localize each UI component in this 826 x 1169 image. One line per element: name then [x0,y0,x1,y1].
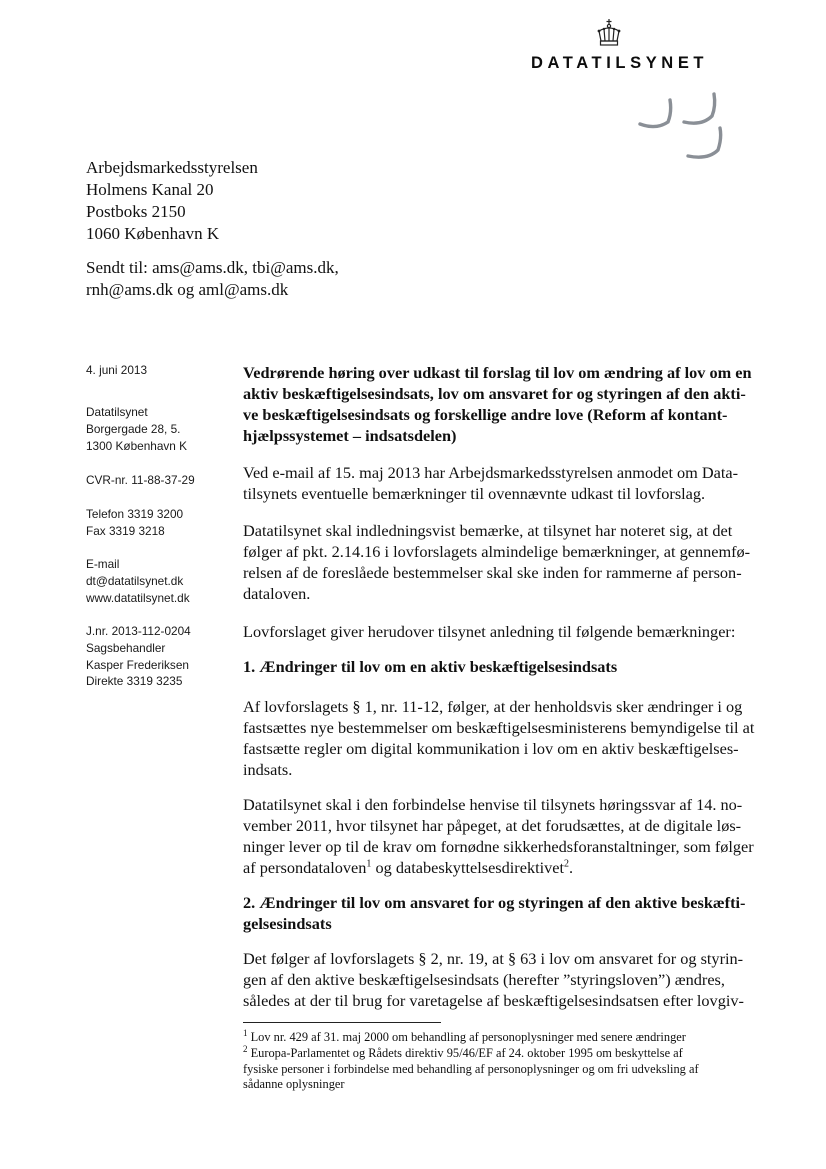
paragraph-2 [243,520,773,604]
text-line: ninger lever op til de krav om fornødne sikkerhedsforanstaltninger, som følger [243,837,754,856]
footnote-ref: 1 [366,858,372,870]
text-line: således at der til brug for varetagelse af beskæftigelsesindsatsen efter lovgiv- [243,991,744,1010]
sent-to-line: Sendt til: ams@ams.dk, tbi@ams.dk, [86,258,339,277]
crown-icon [596,18,622,48]
footnote-text: Europa-Parlamentet og Rådets direktiv 95/46/EF af 24. oktober 1995 om beskyttelse af [247,1046,683,1060]
text-line: fastsætte regler om digital kommunikation i lov om en aktiv beskæftigelses- [243,739,739,758]
brand-wordmark: DATATILSYNET [531,54,709,72]
sender-line: 1300 København K [86,438,188,453]
recipient-address [86,157,258,245]
text-run: og databeskyttelsesdirektivet [371,858,565,877]
section-heading-2 [243,892,773,934]
footnote-ref: 2 [564,858,570,870]
subject-line: aktiv beskæftigelsesindsats, lov om ansvaret for og styringen af den akti- [243,384,746,403]
case-reference [86,623,191,690]
footnote-line [243,1043,773,1062]
address-line: Postboks 2150 [86,202,186,221]
email-label: E-mail [86,557,120,571]
address-line: Holmens Kanal 20 [86,180,214,199]
subject-line: Vedrørende høring over udkast til forslag til lov om ændring af lov om en [243,363,752,382]
contact-web [86,556,190,606]
contact-phone [86,506,183,540]
text-line: Af lovforslagets § 1, nr. 11-12, følger, at der henholdsvis sker ændringer i og [243,697,743,716]
text-line: dataloven. [243,584,311,603]
website: www.datatilsynet.dk [86,590,190,605]
footnote-line: fysiske personer i forbindelse med behandling af personoplysninger og om fri udveksling af [243,1061,699,1076]
heading-line: 2. Ændringer til lov om ansvaret for og styringen af den aktive beskæfti- [243,893,746,912]
subject-line: hjælpssystemet – indsatsdelen) [243,426,457,445]
paragraph-4 [243,696,773,780]
text-line: Datatilsynet skal indledningsvist bemærke, at tilsynet har noteret sig, at det [243,521,733,540]
sent-to-line: rnh@ams.dk og aml@ams.dk [86,280,289,299]
footnote-2 [243,1043,773,1093]
text-line: gen af den aktive beskæftigelsesindsats (herefter ”styringsloven”) ændres, [243,970,725,989]
footnote-number: 2 [243,1043,248,1054]
text-line: Datatilsynet skal i den forbindelse henvise til tilsynets høringssvar af 14. no- [243,795,743,814]
paragraph-3: Lovforslaget giver herudover tilsynet anledning til følgende bemærkninger: [243,622,736,641]
text-line: relsen af de foreslåede bestemmelser skal ske inden for rammerne af person- [243,563,742,582]
phone-line: Telefon 3319 3200 [86,507,184,521]
signature-initials [628,86,732,170]
subject-heading [243,362,773,446]
text-run: . [569,858,574,877]
footnote-number: 1 [243,1027,248,1038]
sender-address [86,404,187,454]
text-line: Det følger af lovforslagets § 2, nr. 19, at § 63 i lov om ansvaret for og styrin- [243,949,744,968]
journal-number: J.nr. 2013-112-0204 [86,624,191,638]
footnote-1 [243,1027,773,1046]
heading-line: gelsesindsats [243,914,332,933]
text-line: vember 2011, hvor tilsynet har påpeget, at det forudsættes, at de digitale løs- [243,816,742,835]
letter-date: 4. juni 2013 [86,363,148,377]
case-officer-name: Kasper Frederiksen [86,657,189,672]
paragraph-1 [243,462,773,504]
paragraph-5 [243,794,773,878]
footnote-text: Lov nr. 429 af 31. maj 2000 om behandling af personoplysninger med senere ændringer [247,1030,686,1044]
text-run: af persondataloven [243,858,367,877]
email-address: dt@datatilsynet.dk [86,573,184,588]
address-line: Arbejdsmarkedsstyrelsen [86,158,258,177]
text-line [243,857,773,878]
text-line: Ved e-mail af 15. maj 2013 har Arbejdsmarkedsstyrelsen anmodet om Data- [243,463,739,482]
case-officer-label: Sagsbehandler [86,640,166,655]
address-line: 1060 København K [86,224,220,243]
sender-line: Borgergade 28, 5. [86,421,181,436]
text-line: indsats. [243,760,293,779]
sent-to [86,257,339,301]
footnote-line: sådanne oplysninger [243,1077,345,1091]
subject-line: ve beskæftigelsesindsats og forskellige andre love (Reform af kontant- [243,405,728,424]
paragraph-6 [243,948,773,1011]
cvr-number: CVR-nr. 11-88-37-29 [86,473,195,487]
text-line: følger af pkt. 2.14.16 i lovforslagets almindelige bemærkninger, at gennemfø- [243,542,751,561]
footnote-separator [243,1022,441,1023]
fax-line: Fax 3319 3218 [86,523,165,538]
direct-phone: Direkte 3319 3235 [86,674,183,689]
section-heading-1: 1. Ændringer til lov om en aktiv beskæftigelsesindsats [243,657,618,676]
text-line: fastsættes nye bestemmelser om beskæftigelsesministerens bemyndigelse til at [243,718,755,737]
text-line: tilsynets eventuelle bemærkninger til ovennævnte udkast til lovforslag. [243,484,706,503]
sender-line: Datatilsynet [86,405,148,419]
